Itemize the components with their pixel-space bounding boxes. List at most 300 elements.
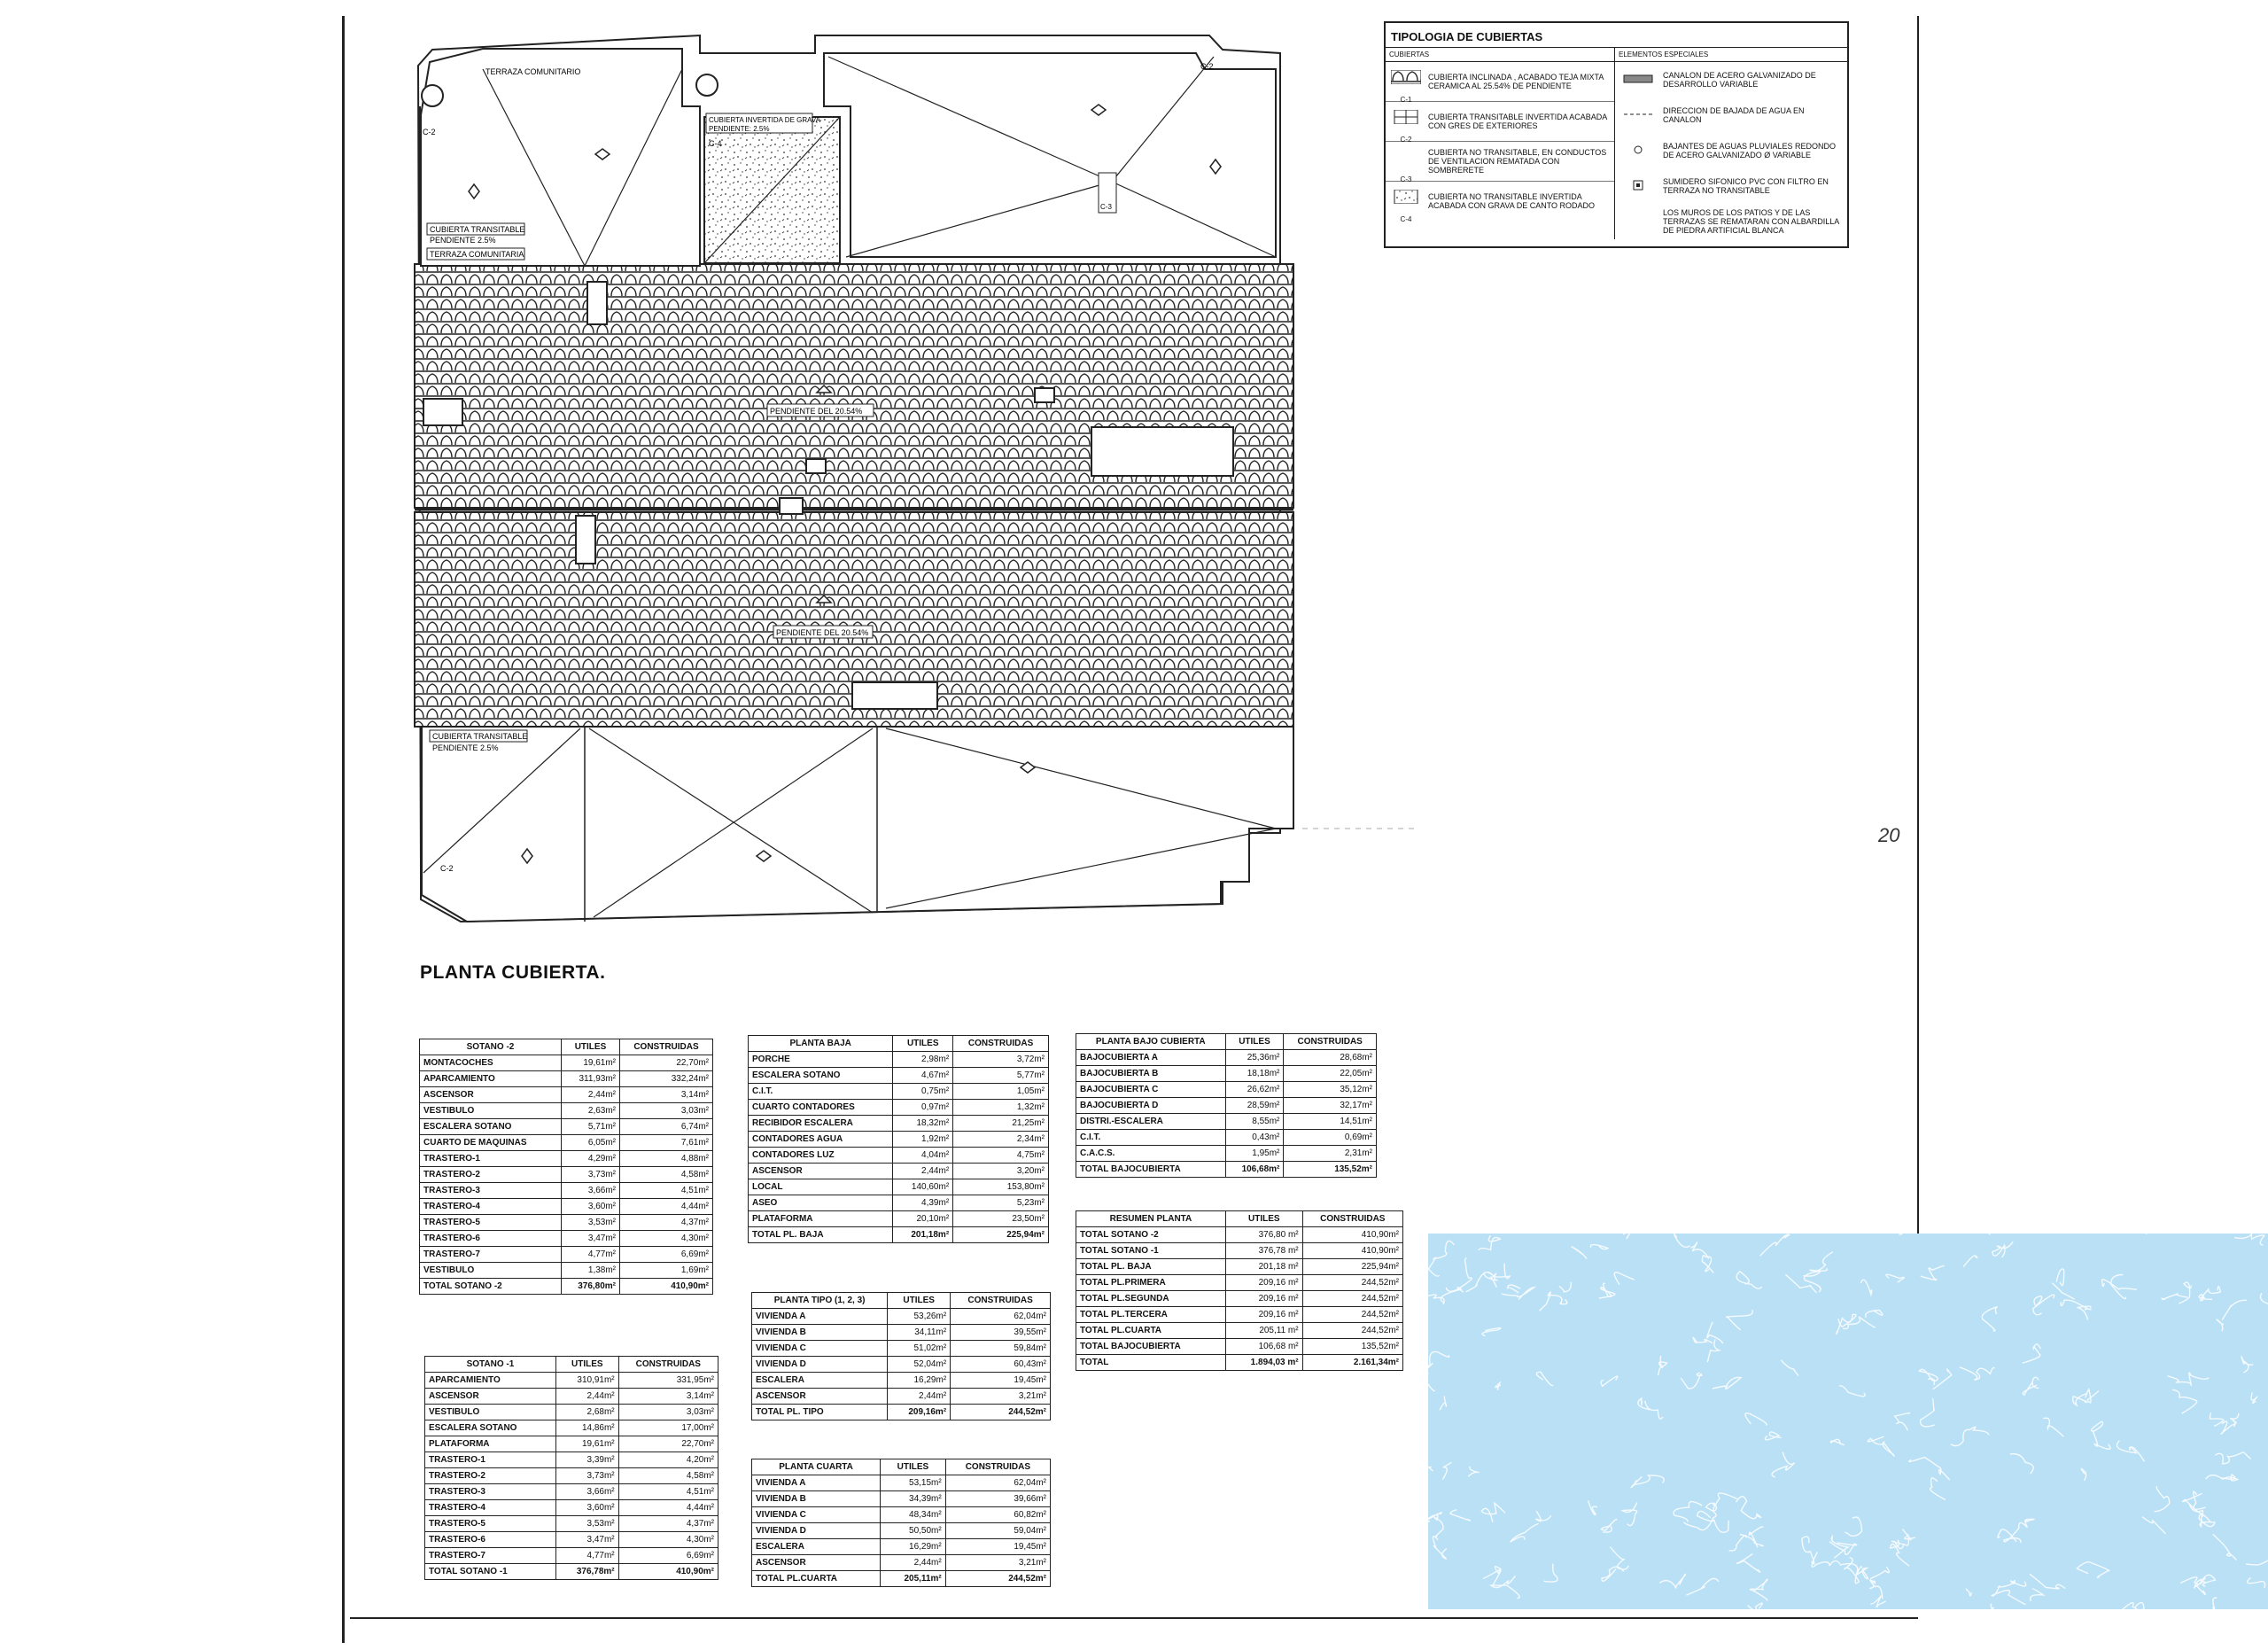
table-row xyxy=(1076,1050,1377,1066)
table-row xyxy=(749,1195,1049,1211)
useful-area-cell: 376,80m² xyxy=(561,1279,619,1295)
svg-text:PENDIENTE 2.5%: PENDIENTE 2.5% xyxy=(432,743,499,752)
room-name-cell: VESTIBULO xyxy=(420,1103,562,1119)
useful-area-cell: 16,29m² xyxy=(881,1539,946,1555)
built-area-cell: 60,43m² xyxy=(951,1357,1051,1373)
table-total-row xyxy=(425,1564,718,1580)
room-name-cell: TOTAL SOTANO -1 xyxy=(425,1564,556,1580)
room-name-cell: MONTACOCHES xyxy=(420,1055,562,1071)
built-area-cell: 22,05m² xyxy=(1284,1066,1377,1082)
useful-area-cell: 209,16 m² xyxy=(1225,1291,1302,1307)
column-header: RESUMEN PLANTA xyxy=(1076,1211,1226,1227)
table-resumen xyxy=(1076,1210,1403,1371)
useful-area-cell: 3,60m² xyxy=(561,1199,619,1215)
built-area-cell: 4,51m² xyxy=(618,1484,718,1500)
useful-area-cell: 3,53m² xyxy=(561,1215,619,1231)
table-row xyxy=(752,1373,1051,1389)
room-name-cell: C.I.T. xyxy=(749,1084,893,1100)
room-name-cell: TRASTERO-3 xyxy=(425,1484,556,1500)
legend-row-c3: C-3 CUBIERTA NO TRANSITABLE, EN CONDUCTOS DE VENTILACION REMATADA CON SOMBRERETE xyxy=(1386,142,1614,182)
table-total-row xyxy=(1076,1162,1377,1178)
svg-text:TERRAZA COMUNITARIO: TERRAZA COMUNITARIO xyxy=(485,67,581,76)
built-area-cell: 410,90m² xyxy=(1302,1227,1402,1243)
room-name-cell: TRASTERO-6 xyxy=(420,1231,562,1247)
vent-fan-icon xyxy=(422,85,443,106)
useful-area-cell: 28,59m² xyxy=(1225,1098,1284,1114)
built-area-cell: 332,24m² xyxy=(620,1071,713,1087)
useful-area-cell: 205,11 m² xyxy=(1225,1323,1302,1339)
built-area-cell: 3,21m² xyxy=(951,1389,1051,1405)
table-row xyxy=(425,1484,718,1500)
useful-area-cell: 3,60m² xyxy=(555,1500,618,1516)
table-row xyxy=(420,1135,713,1151)
useful-area-cell: 1.894,03 m² xyxy=(1225,1355,1302,1371)
useful-area-cell: 140,60m² xyxy=(893,1179,953,1195)
room-name-cell: APARCAMIENTO xyxy=(425,1373,556,1389)
useful-area-cell: 3,73m² xyxy=(561,1167,619,1183)
table-row xyxy=(1076,1227,1403,1243)
useful-area-cell: 8,55m² xyxy=(1225,1114,1284,1130)
table-row xyxy=(752,1507,1051,1523)
useful-area-cell: 2,44m² xyxy=(893,1164,953,1179)
room-name-cell: TOTAL PL. BAJA xyxy=(1076,1259,1226,1275)
useful-area-cell: 2,44m² xyxy=(881,1555,946,1571)
useful-area-cell: 4,77m² xyxy=(561,1247,619,1263)
built-area-cell: 4,20m² xyxy=(618,1452,718,1468)
table-row xyxy=(420,1167,713,1183)
table-row xyxy=(752,1389,1051,1405)
built-area-cell: 5,77m² xyxy=(953,1068,1049,1084)
useful-area-cell: 310,91m² xyxy=(555,1373,618,1389)
svg-text:C-2: C-2 xyxy=(440,864,454,873)
column-header: UTILES xyxy=(893,1036,953,1052)
room-name-cell: BAJOCUBIERTA A xyxy=(1076,1050,1226,1066)
room-name-cell: VESTIBULO xyxy=(420,1263,562,1279)
built-area-cell: 2,31m² xyxy=(1284,1146,1377,1162)
column-header: PLANTA BAJA xyxy=(749,1036,893,1052)
room-name-cell: TOTAL PL. BAJA xyxy=(749,1227,893,1243)
built-area-cell: 4,51m² xyxy=(620,1183,713,1199)
table-row xyxy=(749,1132,1049,1148)
useful-area-cell: 34,39m² xyxy=(881,1491,946,1507)
tile-pattern-icon: C-1 xyxy=(1391,70,1421,93)
built-area-cell: 3,03m² xyxy=(618,1405,718,1420)
built-area-cell: 4,58m² xyxy=(618,1468,718,1484)
table-row xyxy=(425,1452,718,1468)
table-row xyxy=(420,1263,713,1279)
built-area-cell: 7,61m² xyxy=(620,1135,713,1151)
room-name-cell: APARCAMIENTO xyxy=(420,1071,562,1087)
built-area-cell: 331,95m² xyxy=(618,1373,718,1389)
useful-area-cell: 3,39m² xyxy=(555,1452,618,1468)
useful-area-cell: 3,66m² xyxy=(561,1183,619,1199)
room-name-cell: ESCALERA xyxy=(752,1373,888,1389)
room-name-cell: TRASTERO-5 xyxy=(420,1215,562,1231)
useful-area-cell: 205,11m² xyxy=(881,1571,946,1587)
built-area-cell: 244,52m² xyxy=(1302,1323,1402,1339)
column-header: PLANTA CUARTA xyxy=(752,1459,881,1475)
useful-area-cell: 2,68m² xyxy=(555,1405,618,1420)
useful-area-cell: 2,98m² xyxy=(893,1052,953,1068)
legend-row-bajantes: BAJANTES DE AGUAS PLUVIALES REDONDO DE ACERO GALVANIZADO Ø VARIABLE xyxy=(1615,133,1847,168)
table-row xyxy=(752,1491,1051,1507)
useful-area-cell: 3,66m² xyxy=(555,1484,618,1500)
built-area-cell: 4,44m² xyxy=(620,1199,713,1215)
useful-area-cell: 53,26m² xyxy=(888,1309,951,1325)
built-area-cell: 410,90m² xyxy=(618,1564,718,1580)
useful-area-cell: 4,77m² xyxy=(555,1548,618,1564)
table-row xyxy=(752,1523,1051,1539)
table-row xyxy=(1076,1098,1377,1114)
useful-area-cell: 1,95m² xyxy=(1225,1146,1284,1162)
useful-area-cell: 3,73m² xyxy=(555,1468,618,1484)
useful-area-cell: 52,04m² xyxy=(888,1357,951,1373)
room-name-cell: TRASTERO-1 xyxy=(425,1452,556,1468)
room-name-cell: ESCALERA SOTANO xyxy=(420,1119,562,1135)
built-area-cell: 62,04m² xyxy=(951,1309,1051,1325)
table-row xyxy=(752,1309,1051,1325)
room-name-cell: CONTADORES LUZ xyxy=(749,1148,893,1164)
svg-text:C-2: C-2 xyxy=(423,128,436,136)
built-area-cell: 135,52m² xyxy=(1302,1339,1402,1355)
useful-area-cell: 106,68 m² xyxy=(1225,1339,1302,1355)
room-name-cell: C.A.C.S. xyxy=(1076,1146,1226,1162)
useful-area-cell: 50,50m² xyxy=(881,1523,946,1539)
built-area-cell: 244,52m² xyxy=(1302,1291,1402,1307)
table-total-row xyxy=(420,1279,713,1295)
built-area-cell: 225,94m² xyxy=(1302,1259,1402,1275)
table-planta-tipo xyxy=(751,1292,1051,1420)
column-header: UTILES xyxy=(561,1039,619,1055)
svg-text:PENDIENTE DEL 20.54%: PENDIENTE DEL 20.54% xyxy=(776,628,869,637)
room-name-cell: BAJOCUBIERTA B xyxy=(1076,1066,1226,1082)
room-name-cell: TOTAL BAJOCUBIERTA xyxy=(1076,1162,1226,1178)
legend-row-c2: C-2 CUBIERTA TRANSITABLE INVERTIDA ACABADA CON GRES DE EXTERIORES xyxy=(1386,102,1614,142)
table-row xyxy=(425,1405,718,1420)
built-area-cell: 1,05m² xyxy=(953,1084,1049,1100)
built-area-cell: 19,45m² xyxy=(951,1373,1051,1389)
drawing-title: PLANTA CUBIERTA. xyxy=(420,962,606,983)
table-row xyxy=(425,1389,718,1405)
built-area-cell: 4,30m² xyxy=(618,1532,718,1548)
room-name-cell: TOTAL BAJOCUBIERTA xyxy=(1076,1339,1226,1355)
table-row xyxy=(425,1468,718,1484)
room-name-cell: TOTAL PL.SEGUNDA xyxy=(1076,1291,1226,1307)
built-area-cell: 244,52m² xyxy=(945,1571,1050,1587)
useful-area-cell: 16,29m² xyxy=(888,1373,951,1389)
built-area-cell: 153,80m² xyxy=(953,1179,1049,1195)
table-total-row xyxy=(1076,1355,1403,1371)
built-area-cell: 4,37m² xyxy=(618,1516,718,1532)
legend-row-c1: C-1 CUBIERTA INCLINADA , ACABADO TEJA MIXTA CERAMICA AL 25.54% DE PENDIENTE xyxy=(1386,62,1614,102)
room-name-cell: VIVIENDA C xyxy=(752,1341,888,1357)
built-area-cell: 3,20m² xyxy=(953,1164,1049,1179)
column-header: CONSTRUIDAS xyxy=(1284,1034,1377,1050)
room-name-cell: TOTAL SOTANO -1 xyxy=(1076,1243,1226,1259)
table-header-row xyxy=(1076,1211,1403,1227)
column-header: CONSTRUIDAS xyxy=(618,1357,718,1373)
legend-col-cubiertas: CUBIERTAS xyxy=(1386,48,1615,61)
table-row xyxy=(420,1103,713,1119)
room-name-cell: BAJOCUBIERTA D xyxy=(1076,1098,1226,1114)
roof-plan-drawing xyxy=(0,0,1418,957)
room-name-cell: VIVIENDA B xyxy=(752,1325,888,1341)
room-name-cell: TRASTERO-4 xyxy=(425,1500,556,1516)
table-header-row xyxy=(749,1036,1049,1052)
table-total-row xyxy=(749,1227,1049,1243)
built-area-cell: 410,90m² xyxy=(1302,1243,1402,1259)
built-area-cell: 4,75m² xyxy=(953,1148,1049,1164)
column-header: PLANTA BAJO CUBIERTA xyxy=(1076,1034,1226,1050)
legend-row-canalon: CANALON DE ACERO GALVANIZADO DE DESARROLLO VARIABLE xyxy=(1615,62,1847,97)
legend-title: TIPOLOGIA DE CUBIERTAS xyxy=(1386,23,1847,48)
built-area-cell: 1,69m² xyxy=(620,1263,713,1279)
table-row xyxy=(425,1532,718,1548)
useful-area-cell: 19,61m² xyxy=(555,1436,618,1452)
frame-bottom-line xyxy=(350,1617,1918,1619)
built-area-cell: 6,74m² xyxy=(620,1119,713,1135)
column-header: CONSTRUIDAS xyxy=(945,1459,1050,1475)
column-header: CONSTRUIDAS xyxy=(953,1036,1049,1052)
room-name-cell: VIVIENDA A xyxy=(752,1475,881,1491)
grid-pattern-icon: C-2 xyxy=(1391,110,1421,133)
useful-area-cell: 4,67m² xyxy=(893,1068,953,1084)
room-name-cell: DISTRI.-ESCALERA xyxy=(1076,1114,1226,1130)
useful-area-cell: 26,62m² xyxy=(1225,1082,1284,1098)
room-name-cell: VIVIENDA D xyxy=(752,1357,888,1373)
useful-area-cell: 201,18 m² xyxy=(1225,1259,1302,1275)
room-name-cell: TOTAL PL.CUARTA xyxy=(1076,1323,1226,1339)
table-bajo-cubierta xyxy=(1076,1033,1377,1178)
room-name-cell: VIVIENDA D xyxy=(752,1523,881,1539)
column-header: PLANTA TIPO (1, 2, 3) xyxy=(752,1293,888,1309)
table-row xyxy=(425,1436,718,1452)
table-header-row xyxy=(1076,1034,1377,1050)
built-area-cell: 32,17m² xyxy=(1284,1098,1377,1114)
svg-text:CUBIERTA TRANSITABLE: CUBIERTA TRANSITABLE xyxy=(432,732,528,741)
legend-row-direccion: DIRECCION DE BAJADA DE AGUA EN CANALON xyxy=(1615,97,1847,133)
useful-area-cell: 34,11m² xyxy=(888,1325,951,1341)
built-area-cell: 244,52m² xyxy=(1302,1275,1402,1291)
column-header: CONSTRUIDAS xyxy=(620,1039,713,1055)
room-name-cell: ASCENSOR xyxy=(752,1555,881,1571)
built-area-cell: 0,69m² xyxy=(1284,1130,1377,1146)
column-header: UTILES xyxy=(888,1293,951,1309)
room-name-cell: C.I.T. xyxy=(1076,1130,1226,1146)
table-row xyxy=(752,1475,1051,1491)
built-area-cell: 22,70m² xyxy=(620,1055,713,1071)
table-row xyxy=(420,1119,713,1135)
column-header: SOTANO -1 xyxy=(425,1357,556,1373)
built-area-cell: 4,44m² xyxy=(618,1500,718,1516)
legend-box xyxy=(1384,21,1849,248)
useful-area-cell: 2,44m² xyxy=(888,1389,951,1405)
table-row xyxy=(420,1183,713,1199)
built-area-cell: 6,69m² xyxy=(618,1548,718,1564)
column-header: CONSTRUIDAS xyxy=(1302,1211,1402,1227)
built-area-cell: 2,34m² xyxy=(953,1132,1049,1148)
table-row xyxy=(420,1071,713,1087)
svg-text:C-4: C-4 xyxy=(709,139,722,148)
table-row xyxy=(1076,1307,1403,1323)
column-header: UTILES xyxy=(555,1357,618,1373)
room-name-cell: TRASTERO-3 xyxy=(420,1183,562,1199)
useful-area-cell: 201,18m² xyxy=(893,1227,953,1243)
table-row xyxy=(749,1100,1049,1116)
room-name-cell: TOTAL xyxy=(1076,1355,1226,1371)
built-area-cell: 19,45m² xyxy=(945,1539,1050,1555)
built-area-cell: 3,03m² xyxy=(620,1103,713,1119)
useful-area-cell: 20,10m² xyxy=(893,1211,953,1227)
blank-pattern-icon: C-3 xyxy=(1391,150,1421,173)
table-row xyxy=(1076,1259,1403,1275)
table-row xyxy=(749,1179,1049,1195)
table-row xyxy=(1076,1339,1403,1355)
downpipe-icon xyxy=(1620,144,1656,157)
svg-text:CUBIERTA INVERTIDA DE GRAVA: CUBIERTA INVERTIDA DE GRAVA xyxy=(709,116,820,124)
built-area-cell: 3,21m² xyxy=(945,1555,1050,1571)
built-area-cell: 6,69m² xyxy=(620,1247,713,1263)
room-name-cell: TRASTERO-1 xyxy=(420,1151,562,1167)
useful-area-cell: 209,16m² xyxy=(888,1405,951,1420)
table-row xyxy=(749,1084,1049,1100)
room-name-cell: PLATAFORMA xyxy=(749,1211,893,1227)
gutter-icon xyxy=(1620,74,1656,85)
svg-text:PENDIENTE DEL 20.54%: PENDIENTE DEL 20.54% xyxy=(770,407,863,416)
table-row xyxy=(420,1087,713,1103)
built-area-cell: 62,04m² xyxy=(945,1475,1050,1491)
room-name-cell: TOTAL PL.CUARTA xyxy=(752,1571,881,1587)
table-row xyxy=(1076,1323,1403,1339)
room-name-cell: TRASTERO-7 xyxy=(420,1247,562,1263)
room-name-cell: TRASTERO-6 xyxy=(425,1532,556,1548)
room-name-cell: TOTAL SOTANO -2 xyxy=(1076,1227,1226,1243)
useful-area-cell: 376,78m² xyxy=(555,1564,618,1580)
built-area-cell: 1,32m² xyxy=(953,1100,1049,1116)
table-row xyxy=(752,1357,1051,1373)
room-name-cell: TOTAL PL.PRIMERA xyxy=(1076,1275,1226,1291)
useful-area-cell: 1,92m² xyxy=(893,1132,953,1148)
useful-area-cell: 3,53m² xyxy=(555,1516,618,1532)
useful-area-cell: 18,32m² xyxy=(893,1116,953,1132)
page-number: 20 xyxy=(1878,824,1900,846)
table-header-row xyxy=(420,1039,713,1055)
built-area-cell: 3,14m² xyxy=(620,1087,713,1103)
table-row xyxy=(420,1231,713,1247)
built-area-cell: 59,84m² xyxy=(951,1341,1051,1357)
table-sotano-2 xyxy=(419,1039,713,1295)
useful-area-cell: 4,39m² xyxy=(893,1195,953,1211)
built-area-cell: 3,14m² xyxy=(618,1389,718,1405)
svg-text:PENDIENTE: 2.5%: PENDIENTE: 2.5% xyxy=(709,125,770,133)
useful-area-cell: 209,16 m² xyxy=(1225,1307,1302,1323)
table-total-row xyxy=(752,1405,1051,1420)
useful-area-cell: 48,34m² xyxy=(881,1507,946,1523)
room-name-cell: TRASTERO-7 xyxy=(425,1548,556,1564)
svg-text:CUBIERTA TRANSITABLE: CUBIERTA TRANSITABLE xyxy=(430,225,525,234)
useful-area-cell: 5,71m² xyxy=(561,1119,619,1135)
room-name-cell: LOCAL xyxy=(749,1179,893,1195)
built-area-cell: 244,52m² xyxy=(1302,1307,1402,1323)
table-row xyxy=(752,1555,1051,1571)
table-planta-baja xyxy=(748,1035,1049,1243)
built-area-cell: 23,50m² xyxy=(953,1211,1049,1227)
useful-area-cell: 0,97m² xyxy=(893,1100,953,1116)
built-area-cell: 59,04m² xyxy=(945,1523,1050,1539)
room-name-cell: ASEO xyxy=(749,1195,893,1211)
built-area-cell: 4,37m² xyxy=(620,1215,713,1231)
built-area-cell: 135,52m² xyxy=(1284,1162,1377,1178)
room-name-cell: RECIBIDOR ESCALERA xyxy=(749,1116,893,1132)
built-area-cell: 39,55m² xyxy=(951,1325,1051,1341)
built-area-cell: 60,82m² xyxy=(945,1507,1050,1523)
table-row xyxy=(420,1215,713,1231)
column-header: CONSTRUIDAS xyxy=(951,1293,1051,1309)
built-area-cell: 225,94m² xyxy=(953,1227,1049,1243)
table-row xyxy=(1076,1275,1403,1291)
room-name-cell: VIVIENDA C xyxy=(752,1507,881,1523)
legend-row-muros: LOS MUROS DE LOS PATIOS Y DE LAS TERRAZAS SE REMATARAN CON ALBARDILLA DE PIEDRA ARTIFICIAL BLANCA xyxy=(1663,208,1839,235)
table-row xyxy=(749,1164,1049,1179)
room-name-cell: ESCALERA xyxy=(752,1539,881,1555)
table-row xyxy=(425,1516,718,1532)
built-area-cell: 410,90m² xyxy=(620,1279,713,1295)
room-name-cell: ASCENSOR xyxy=(749,1164,893,1179)
table-planta-cuarta xyxy=(751,1459,1051,1587)
built-area-cell: 17,00m² xyxy=(618,1420,718,1436)
table-row xyxy=(425,1373,718,1389)
gravel-pattern-icon: C-4 xyxy=(1391,190,1421,213)
built-area-cell: 3,72m² xyxy=(953,1052,1049,1068)
room-name-cell: PORCHE xyxy=(749,1052,893,1068)
table-row xyxy=(752,1539,1051,1555)
table-row xyxy=(752,1325,1051,1341)
useful-area-cell: 51,02m² xyxy=(888,1341,951,1357)
table-row xyxy=(1076,1130,1377,1146)
column-header: SOTANO -2 xyxy=(420,1039,562,1055)
table-row xyxy=(420,1151,713,1167)
room-name-cell: ASCENSOR xyxy=(420,1087,562,1103)
built-area-cell: 28,68m² xyxy=(1284,1050,1377,1066)
room-name-cell: CUARTO CONTADORES xyxy=(749,1100,893,1116)
room-name-cell: TRASTERO-2 xyxy=(425,1468,556,1484)
table-row xyxy=(1076,1146,1377,1162)
legend-row-sumidero: SUMIDERO SIFONICO PVC CON FILTRO EN TERRAZA NO TRANSITABLE xyxy=(1615,168,1847,204)
terrace-lower xyxy=(422,727,1293,922)
useful-area-cell: 106,68m² xyxy=(1225,1162,1284,1178)
svg-text:PENDIENTE 2.5%: PENDIENTE 2.5% xyxy=(430,236,496,245)
column-header: UTILES xyxy=(1225,1034,1284,1050)
room-name-cell: ESCALERA SOTANO xyxy=(749,1068,893,1084)
room-name-cell: VESTIBULO xyxy=(425,1405,556,1420)
useful-area-cell: 18,18m² xyxy=(1225,1066,1284,1082)
useful-area-cell: 6,05m² xyxy=(561,1135,619,1151)
table-row xyxy=(420,1247,713,1263)
useful-area-cell: 25,36m² xyxy=(1225,1050,1284,1066)
table-row xyxy=(1076,1082,1377,1098)
room-name-cell: TRASTERO-4 xyxy=(420,1199,562,1215)
useful-area-cell: 4,29m² xyxy=(561,1151,619,1167)
column-header: UTILES xyxy=(1225,1211,1302,1227)
useful-area-cell: 3,47m² xyxy=(561,1231,619,1247)
legend-row-c4: C-4 CUBIERTA NO TRANSITABLE INVERTIDA ACABADA CON GRAVA DE CANTO RODADO xyxy=(1386,182,1614,221)
flow-direction-icon xyxy=(1620,110,1656,121)
built-area-cell: 35,12m² xyxy=(1284,1082,1377,1098)
room-name-cell: CUARTO DE MAQUINAS xyxy=(420,1135,562,1151)
useful-area-cell: 14,86m² xyxy=(555,1420,618,1436)
useful-area-cell: 1,38m² xyxy=(561,1263,619,1279)
room-name-cell: ESCALERA SOTANO xyxy=(425,1420,556,1436)
